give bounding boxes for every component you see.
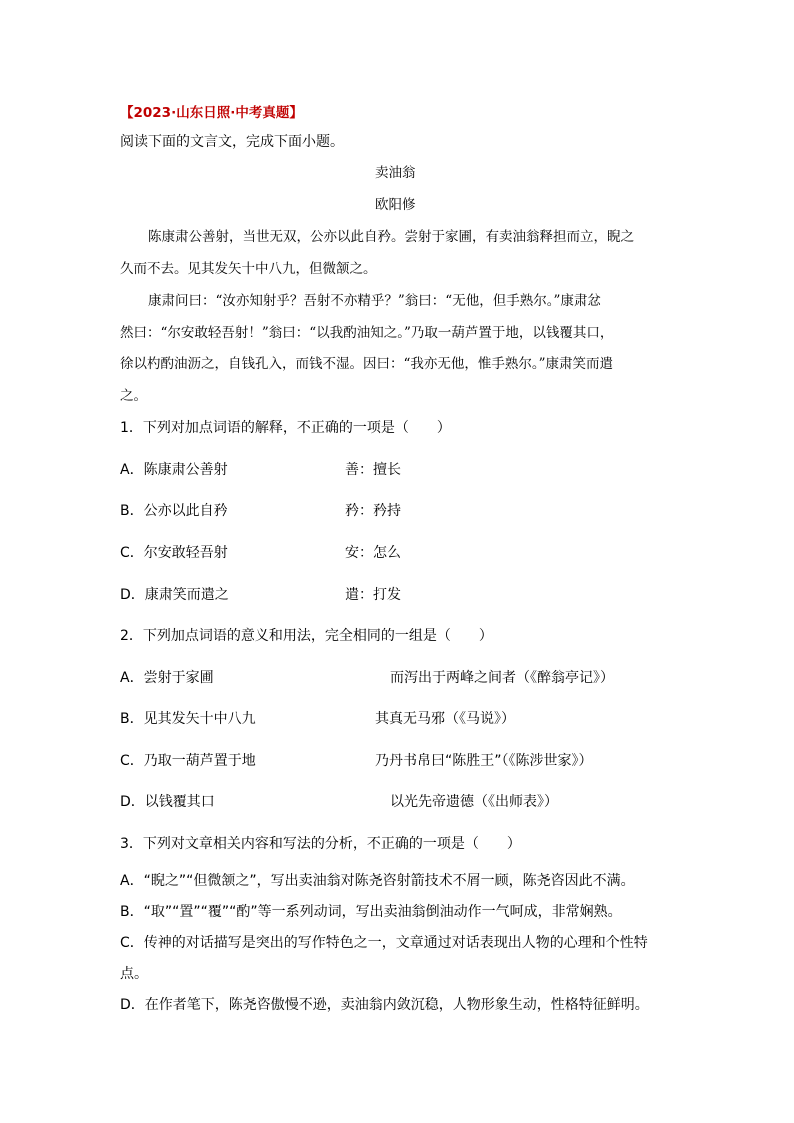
passage-author: 欧阳修 [375,197,416,213]
q1-option-d-explanation: 遣：打发 [345,587,401,603]
q1-option-d: D．康肃笑而遣之 [120,587,229,603]
q2-option-d: D．以钱覆其口 [120,794,215,810]
q1-option-b-explanation: 矜：矜持 [345,503,401,519]
question-2-stem: 2．下列加点词语的意义和用法，完全相同的一组是（ ） [120,628,493,644]
q3-option-b: B．“取”“置”“覆”“酌”等一系列动词，写出卖油翁倒油动作一气呵成，非常娴熟。 [120,904,622,920]
question-3-stem: 3．下列对文章相关内容和写法的分析，不正确的一项是（ ） [120,836,521,852]
instruction: 阅读下面的文言文，完成下面小题。 [120,134,344,150]
q3-option-d: D．在作者笔下，陈尧咨傲慢不逊，卖油翁内敛沉稳，人物形象生动，性格特征鲜明。 [120,997,649,1013]
q1-option-c: C．尔安敢轻吾射 [120,545,228,561]
passage-p1-line1: 陈康肃公善射，当世无双，公亦以此自矜。尝射于家圃，有卖油翁释担而立，睨之 [148,229,634,245]
q2-option-a-compare: 而泻出于两峰之间者（《醉翁亭记》） [390,670,614,686]
source-tag: 【2023·山东日照·中考真题】 [120,105,303,121]
passage-p2-line2: 然曰：“尔安敢轻吾射！”翁曰：“以我酌油知之。”乃取一葫芦置于地，以钱覆其口， [120,325,614,341]
q3-option-a: A．“睨之”“但微颔之”，写出卖油翁对陈尧咨射箭技术不屑一顾，陈尧咨因此不满。 [120,873,635,889]
passage-title: 卖油翁 [375,165,416,181]
q1-option-a-explanation: 善：擅长 [345,462,401,478]
q2-option-b: B．见其发矢十中八九 [120,711,256,727]
passage-p1-line2: 久而不去。见其发矢十中八九，但微颔之。 [120,261,377,277]
q2-option-c-compare: 乃丹书帛曰“陈胜王”（《陈涉世家》） [375,753,593,769]
q3-option-c-line1: C．传神的对话描写是突出的写作特色之一，文章通过对话表现出人物的心理和个性特 [120,935,648,951]
passage-p2-line3: 徐以杓酌油沥之，自钱孔入，而钱不湿。因曰：“我亦无他，惟手熟尔。”康肃笑而遣 [120,356,614,372]
passage-p2-line1: 康肃问曰：“汝亦知射乎？吾射不亦精乎？”翁曰：“无他，但手熟尔。”康肃忿 [148,293,601,309]
question-1-stem: 1．下列对加点词语的解释，不正确的一项是（ ） [120,420,451,436]
q1-option-a: A．陈康肃公善射 [120,462,228,478]
q3-option-c-line2: 点。 [120,966,148,982]
passage-p2-line4: 之。 [120,388,147,404]
q1-option-c-explanation: 安：怎么 [345,545,401,561]
q2-option-d-compare: 以光先帝遗德（《出师表》） [390,794,558,810]
q1-option-b: B．公亦以此自矜 [120,503,228,519]
q2-option-b-compare: 其真无马邪（《马说》） [375,711,515,727]
q2-option-c: C．乃取一葫芦置于地 [120,753,256,769]
q2-option-a: A．尝射于家圃 [120,670,214,686]
